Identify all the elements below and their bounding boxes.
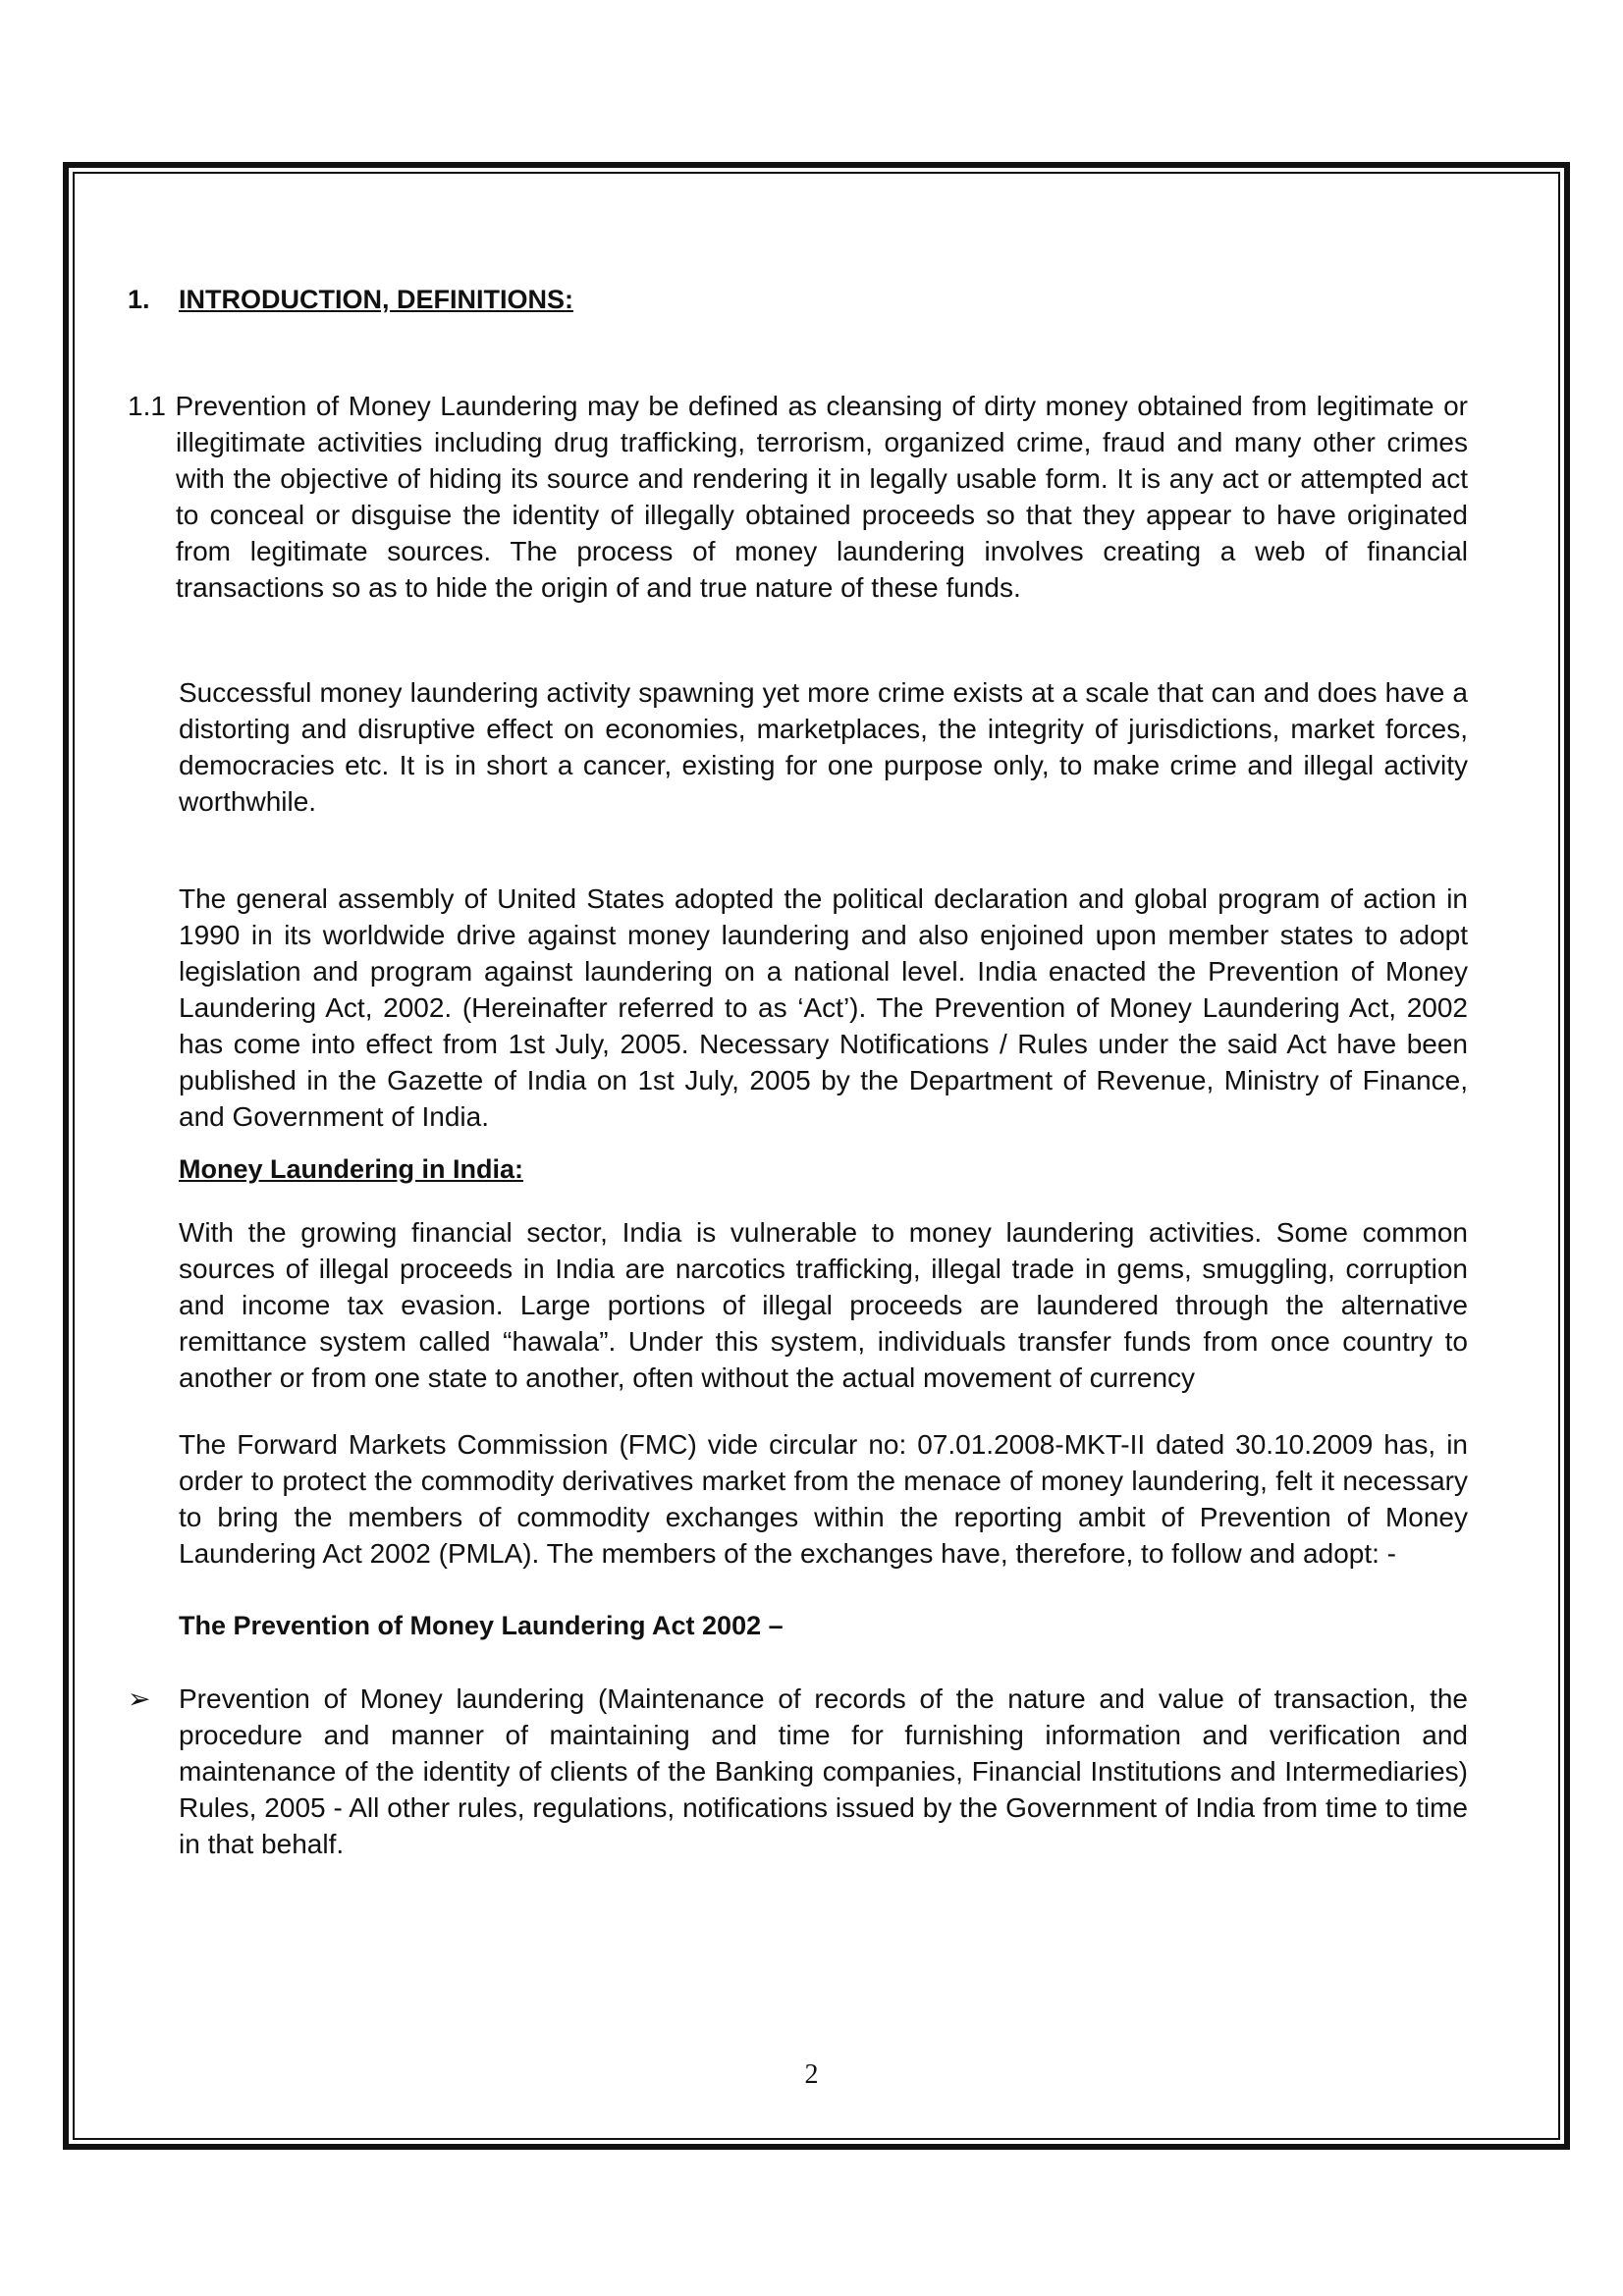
paragraph-fmc: The Forward Markets Commission (FMC) vide circular no: 07.01.2008-MKT-II dated 30.10.2009 has, in order to protect the commodity derivatives market from the menace of money laundering, felt it necessary to bring the members of commodity exchanges within the reporting ambit of Prevention of Money Laundering Act 2002 (PMLA). The members of the exchanges have, therefore, to follow and adopt: - [179,1429,1468,1569]
arrow-bullet-icon: ➢ [128,1683,151,1714]
paragraph-india: With the growing financial sector, India is vulnerable to money laundering activities. Some common sources of illegal proceeds in India are narcotics trafficking, illegal trade in gems, smuggling, corruption and income tax evasion. Large portions of illegal proceeds are laundered through the alternative remittance system called “hawala”. Under this system, individuals transfer funds from once country to another or from one state to another, often without the actual movement of currency [179,1217,1468,1393]
subheading-money-laundering-india [128,1154,1468,1185]
paragraph-successful: Successful money laundering activity spawning yet more crime exists at a scale that can and does have a distorting and disruptive effect on economies, marketplaces, the integrity of jurisdictions, market forces, democracies etc. It is in short a cancer, existing for one purpose only, to make crime and illegal activity worthwhile. [179,677,1468,817]
subheading-pmla-act: The Prevention of Money Laundering Act 2002 – [179,1611,784,1640]
bullet-item-text: Prevention of Money laundering (Maintenance of records of the nature and value of transaction, the procedure and manner of maintaining and time for furnishing information and verification and maintenance of the identity of clients of the Banking companies, Financial Institutions and Intermediaries) Rules, 2005 - All other rules, regulations, notifications issued by the Government of India from time to time in that behalf. [179,1683,1468,1859]
section-number: 1. [128,285,150,314]
document-body [128,285,1468,1862]
page-number: 2 [804,2059,819,2090]
section-heading [128,285,1468,315]
bullet-item [128,1681,1468,1862]
paragraph-general-assembly: The general assembly of United States adopted the political declaration and global program of action in 1990 in its worldwide drive against money laundering and also enjoined upon member states to adopt legislation and program against laundering on a national level. India enacted the Prevention of Money Laundering Act, 2002. (Hereinafter referred to as ‘Act’). The Prevention of Money Laundering Act, 2002 has come into effect from 1st July, 2005. Necessary Notifications / Rules under the said Act have been published in the Gazette of India on 1st July, 2005 by the Department of Revenue, Ministry of Finance, and Government of India. [179,883,1468,1132]
section-title: INTRODUCTION, DEFINITIONS: [179,285,573,314]
paragraph-1-1: 1.1 Prevention of Money Laundering may be defined as cleansing of dirty money obtained from legitimate or illegitimate activities including drug trafficking, terrorism, organized crime, fraud and many other crimes with the objective of hiding its source and rendering it in legally usable form. It is any act or attempted act to conceal or disguise the identity of illegally obtained proceeds so that they appear to have originated from legitimate sources. The process of money laundering involves creating a web of financial transactions so as to hide the origin of and true nature of these funds. [128,391,1468,603]
subheading-money-laundering-india-text: Money Laundering in India: [179,1154,523,1184]
